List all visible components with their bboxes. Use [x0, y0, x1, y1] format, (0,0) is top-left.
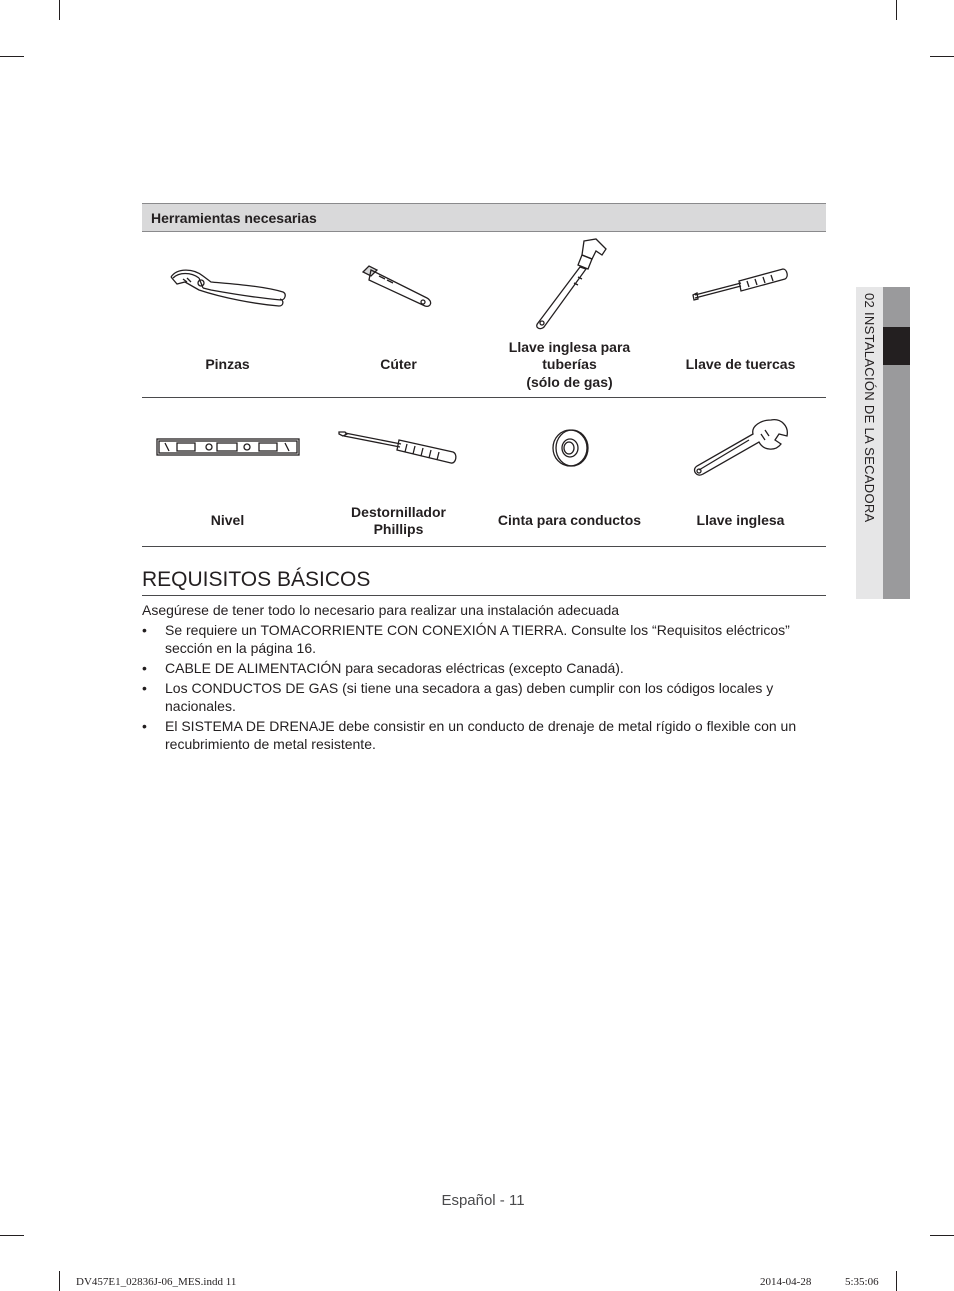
crop-mark [896, 1271, 897, 1291]
tool-label: Cúter [380, 356, 417, 373]
tool-cell-phillips-screwdriver [313, 398, 484, 546]
requirements-list [142, 621, 826, 755]
side-tab-marker [883, 327, 910, 365]
slug-filename: DV457E1_02836J-06_MES.indd 11 [76, 1276, 237, 1288]
list-item-text: El SISTEMA DE DRENAJE debe consistir en un conducto de drenaje de metal rígido o flexible con un recubrimiento de metal resistente. [165, 718, 797, 752]
slug-time: 5:35:06 [845, 1276, 879, 1288]
tool-cell-pipe-wrench [484, 232, 655, 397]
slug-date: 2014-04-28 [760, 1276, 812, 1288]
crop-mark [0, 56, 24, 57]
list-item-text: Se requiere un TOMACORRIENTE CON CONEXIÓN A TIERRA. Consulte los “ [165, 622, 657, 638]
tool-cell-utility-knife [313, 232, 484, 397]
tool-label: Nivel [210, 512, 245, 529]
crop-mark [0, 1235, 24, 1236]
tool-cell-pliers [142, 232, 313, 397]
cross-reference: Requisitos eléctricos” sección en la página 16. [165, 622, 790, 656]
tool-label: Llave inglesa [696, 512, 785, 529]
list-item-text: Los CONDUCTOS DE GAS (si tiene una secadora a gas) deben cumplir con los códigos locales y nacionales. [165, 680, 774, 714]
tool-label: Destornillador Phillips [351, 503, 446, 537]
tool-cell-nut-driver [655, 232, 826, 397]
phillips-screwdriver-icon [337, 428, 461, 468]
section-intro: Asegúrese de tener todo lo necesario para realizar una instalación adecuada [142, 602, 620, 618]
crop-mark [930, 1235, 954, 1236]
list-item: • CABLE DE ALIMENTACIÓN para secadoras eléctricas (excepto Canadá). [142, 660, 624, 676]
crop-mark [896, 0, 897, 20]
tool-label: Llave de tuercas [685, 356, 796, 373]
pipe-wrench-icon [530, 237, 610, 333]
pliers-icon [163, 260, 293, 310]
section-title: REQUISITOS BÁSICOS [142, 567, 826, 596]
tools-row [142, 398, 826, 547]
tools-row [142, 232, 826, 398]
utility-knife-icon [359, 260, 439, 310]
page-number: Español - 11 [441, 1192, 525, 1209]
tools-table-header: Herramientas necesarias [142, 203, 826, 232]
list-item: • El SISTEMA DE DRENAJE debe consistir en un conducto de drenaje de metal rígido o flexible con un recubrimiento de metal resistente. [142, 718, 797, 752]
list-item: • Se requiere un TOMACORRIENTE CON CONEXIÓN A TIERRA. Consulte los “Requisitos eléctricos” sección en la página 16. [142, 622, 790, 656]
crop-mark [930, 56, 954, 57]
level-icon [155, 435, 301, 461]
tool-label: Cinta para conductos [497, 512, 642, 529]
crop-mark [59, 0, 60, 20]
adjustable-wrench-icon [691, 416, 791, 480]
crop-mark [59, 1271, 60, 1291]
tool-label: Llave inglesa para tuberías (sólo de gas) [508, 338, 631, 390]
tool-cell-adjustable-wrench [655, 398, 826, 546]
tools-table [142, 203, 826, 547]
nut-driver-icon [691, 265, 791, 305]
list-item-text: CABLE DE ALIMENTACIÓN para secadoras eléctricas (excepto Canadá). [165, 660, 624, 676]
duct-tape-icon [548, 426, 592, 470]
tool-label: Pinzas [205, 356, 250, 373]
side-tab-label: 02 INSTALACIÓN DE LA SECADORA [862, 293, 877, 523]
tool-cell-level [142, 398, 313, 546]
tool-cell-duct-tape [484, 398, 655, 546]
list-item: • Los CONDUCTOS DE GAS (si tiene una secadora a gas) deben cumplir con los códigos locales y nacionales. [142, 680, 774, 714]
